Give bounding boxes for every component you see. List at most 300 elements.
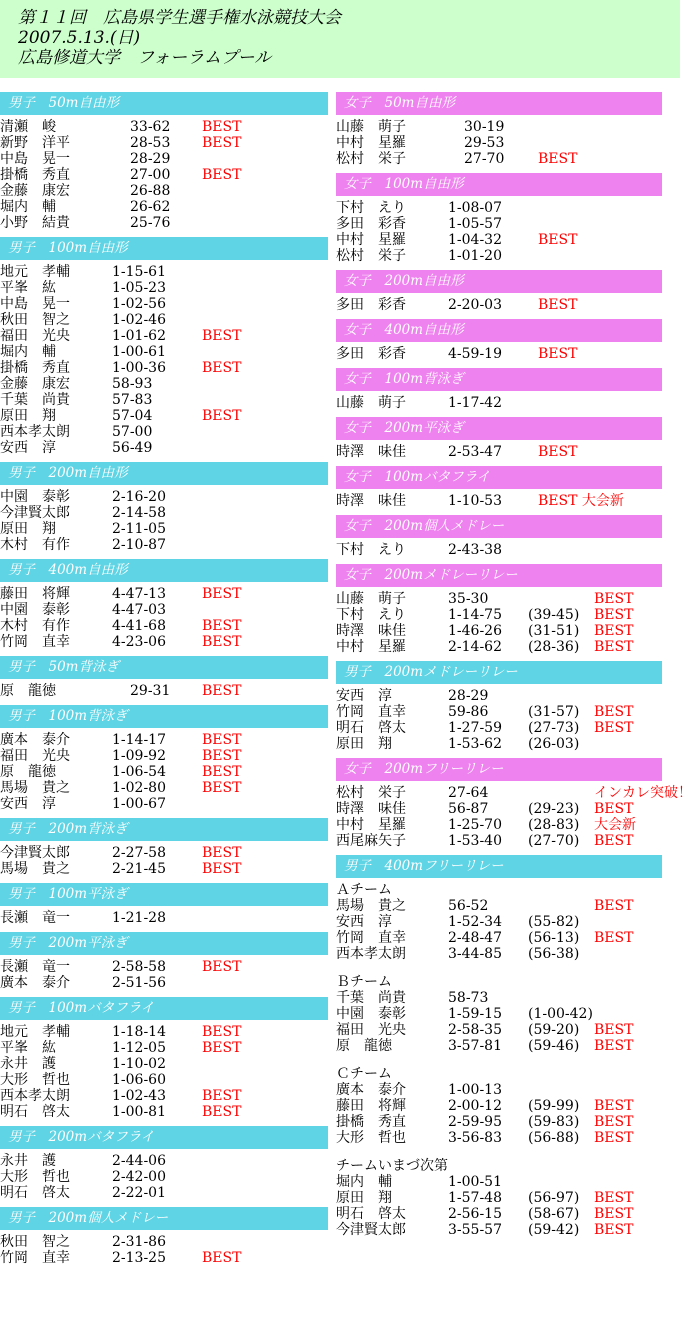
result-list — [336, 440, 662, 466]
result-row — [0, 618, 328, 634]
result-row — [336, 248, 662, 264]
swimmer-name: 長瀬 竜一 — [0, 910, 70, 926]
event-title: 男子 50m自由形 — [0, 92, 328, 115]
event-title: 男子 400m自由形 — [0, 559, 328, 582]
swimmer-name: 馬場 貴之 — [336, 898, 406, 914]
result-time: 26-88 — [130, 183, 171, 199]
swimmer-name: 福田 光央 — [0, 328, 70, 344]
swimmer-name: 明石 啓太 — [0, 1104, 70, 1120]
team-label: チームいまづ次第 — [336, 1158, 448, 1174]
best-badge: BEST — [594, 833, 634, 849]
result-time: 29-53 — [464, 135, 505, 151]
best-badge: BEST — [594, 930, 634, 946]
event-title: 男子 200m背泳ぎ — [0, 818, 328, 841]
swimmer-name: 掛橋 秀直 — [336, 1114, 406, 1130]
result-row — [336, 542, 662, 558]
result-time: 58-93 — [112, 376, 153, 392]
result-row — [336, 639, 662, 655]
swimmer-name: 中島 晃一 — [0, 296, 70, 312]
result-list — [336, 878, 662, 1244]
result-list — [336, 342, 662, 368]
event-title: 男子 400mフリーリレー — [336, 855, 662, 878]
swimmer-name: 長瀬 竜一 — [0, 959, 70, 975]
result-list — [336, 538, 662, 564]
swimmer-name: 下村 えり — [336, 542, 406, 558]
result-time: 1-12-05 — [112, 1040, 166, 1056]
best-badge: BEST — [202, 1104, 242, 1120]
result-time: 27-64 — [448, 785, 489, 801]
result-time: 3-57-81 — [448, 1038, 502, 1054]
swimmer-name: 中村 星羅 — [336, 232, 406, 248]
result-row — [0, 264, 328, 280]
result-time: 1-25-70 — [448, 817, 502, 833]
event-section — [0, 92, 328, 237]
swimmer-name: 小野 結貴 — [0, 215, 70, 231]
split-time: (59-42) — [528, 1222, 580, 1238]
swimmer-name: 掛橋 秀直 — [0, 167, 70, 183]
meet-venue: 広島修道大学 フォーラムプール — [18, 48, 272, 68]
result-time: 2-21-45 — [112, 861, 166, 877]
result-row — [336, 688, 662, 704]
swimmer-name: 堀内 輔 — [0, 199, 56, 215]
event-section — [336, 564, 662, 661]
result-row — [0, 440, 328, 456]
result-row — [336, 817, 662, 833]
swimmer-name: 竹岡 直幸 — [336, 704, 406, 720]
result-time: 1-00-67 — [112, 796, 166, 812]
best-badge: BEST — [594, 801, 634, 817]
result-row — [336, 135, 662, 151]
split-time: (29-23) — [528, 801, 580, 817]
result-row — [0, 1185, 328, 1201]
swimmer-name: 今津賢太郎 — [336, 1222, 406, 1238]
swimmer-name: 廣本 泰介 — [0, 975, 70, 991]
result-time: 1-05-57 — [448, 216, 502, 232]
swimmer-name: 多田 彩香 — [336, 297, 406, 313]
right-column — [336, 92, 692, 1244]
swimmer-name: 馬場 貴之 — [0, 861, 70, 877]
swimmer-name: 安西 淳 — [0, 440, 56, 456]
swimmer-name: 安西 淳 — [0, 796, 56, 812]
result-time: 2-14-62 — [448, 639, 502, 655]
swimmer-name: 大形 哲也 — [0, 1072, 70, 1088]
best-badge: BEST — [594, 623, 634, 639]
best-badge: BEST — [202, 959, 242, 975]
result-row — [336, 736, 662, 752]
result-time: 1-27-59 — [448, 720, 502, 736]
result-row — [336, 297, 662, 313]
split-time: (59-46) — [528, 1038, 580, 1054]
result-time: 1-06-60 — [112, 1072, 166, 1088]
team-label: Ｃチーム — [336, 1066, 392, 1082]
result-time: 1-10-02 — [112, 1056, 166, 1072]
result-row — [0, 1250, 328, 1266]
left-column — [0, 92, 328, 1272]
result-time: 28-29 — [130, 151, 171, 167]
best-badge: BEST — [202, 780, 242, 796]
event-section — [0, 559, 328, 656]
result-row — [0, 408, 328, 424]
swimmer-name: 掛橋 秀直 — [0, 360, 70, 376]
event-section — [336, 92, 662, 173]
best-badge: BEST — [202, 1024, 242, 1040]
event-title: 女子 400m自由形 — [336, 319, 662, 342]
event-title: 女子 100mバタフライ — [336, 466, 662, 489]
result-row — [336, 444, 662, 460]
result-time: 27-70 — [464, 151, 505, 167]
result-row — [0, 959, 328, 975]
best-badge: BEST — [594, 704, 634, 720]
split-time: (28-83) — [528, 817, 580, 833]
result-row — [0, 199, 328, 215]
result-row — [0, 151, 328, 167]
result-time: 57-83 — [112, 392, 153, 408]
swimmer-name: 竹岡 直幸 — [0, 1250, 70, 1266]
result-row — [0, 215, 328, 231]
best-badge: BEST — [594, 1206, 634, 1222]
team-spacer — [336, 1054, 662, 1066]
result-time: 1-46-26 — [448, 623, 502, 639]
swimmer-name: 千葉 尚貴 — [0, 392, 70, 408]
meet-date: 2007.5.13.(日) — [18, 28, 141, 48]
result-time: 4-23-06 — [112, 634, 166, 650]
result-row — [0, 586, 328, 602]
result-time: 1-09-92 — [112, 748, 166, 764]
result-row — [0, 1072, 328, 1088]
swimmer-name: 廣本 泰介 — [0, 732, 70, 748]
result-time: 2-58-35 — [448, 1022, 502, 1038]
result-row — [0, 634, 328, 650]
result-time: 56-49 — [112, 440, 153, 456]
swimmer-name: 木村 有作 — [0, 537, 70, 553]
result-row — [336, 833, 662, 849]
best-badge: インカレ突破！ — [594, 785, 692, 801]
result-row — [336, 801, 662, 817]
swimmer-name: 地元 孝輔 — [0, 1024, 70, 1040]
result-row — [0, 764, 328, 780]
swimmer-name: 明石 啓太 — [336, 720, 406, 736]
result-row — [336, 1190, 662, 1206]
best-badge: BEST — [202, 135, 242, 151]
result-row — [0, 683, 328, 699]
result-time: 2-48-47 — [448, 930, 502, 946]
result-list — [0, 841, 328, 883]
result-row — [336, 151, 662, 167]
result-time: 26-62 — [130, 199, 171, 215]
swimmer-name: 原 龍徳 — [0, 683, 56, 699]
swimmer-name: 廣本 泰介 — [336, 1082, 406, 1098]
result-time: 4-59-19 — [448, 346, 502, 362]
event-section — [0, 997, 328, 1126]
result-time: 1-04-32 — [448, 232, 502, 248]
result-row — [336, 914, 662, 930]
swimmer-name: 中村 星羅 — [336, 817, 406, 833]
swimmer-name: 多田 彩香 — [336, 216, 406, 232]
result-list — [0, 1149, 328, 1207]
result-list — [0, 906, 328, 932]
result-row — [0, 328, 328, 344]
result-time: 2-10-87 — [112, 537, 166, 553]
best-badge: BEST — [202, 683, 242, 699]
result-row — [0, 861, 328, 877]
result-row — [336, 493, 662, 509]
result-time: 1-02-56 — [112, 296, 166, 312]
swimmer-name: 西本孝太朗 — [0, 424, 70, 440]
swimmer-name: 安西 淳 — [336, 914, 392, 930]
swimmer-name: 永井 護 — [0, 1153, 56, 1169]
swimmer-name: 時澤 味佳 — [336, 493, 406, 509]
swimmer-name: 原 龍徳 — [336, 1038, 392, 1054]
result-list — [0, 582, 328, 656]
event-title: 女子 200mフリーリレー — [336, 758, 662, 781]
swimmer-name: 多田 彩香 — [336, 346, 406, 362]
result-row — [0, 537, 328, 553]
swimmer-name: 時澤 味佳 — [336, 444, 406, 460]
result-list — [0, 260, 328, 462]
best-badge: BEST — [202, 586, 242, 602]
result-time: 27-00 — [130, 167, 171, 183]
swimmer-name: 木村 有作 — [0, 618, 70, 634]
result-time: 2-42-00 — [112, 1169, 166, 1185]
swimmer-name: 大形 哲也 — [336, 1130, 406, 1146]
swimmer-name: 中村 星羅 — [336, 639, 406, 655]
result-list — [0, 115, 328, 237]
result-time: 1-01-62 — [112, 328, 166, 344]
result-time: 1-05-23 — [112, 280, 166, 296]
swimmer-name: 福田 光央 — [0, 748, 70, 764]
result-row — [0, 183, 328, 199]
result-row — [336, 623, 662, 639]
result-row — [336, 1114, 662, 1130]
best-badge: BEST — [594, 1098, 634, 1114]
result-time: 2-43-38 — [448, 542, 502, 558]
event-section — [336, 173, 662, 270]
split-time: (27-73) — [528, 720, 580, 736]
result-time: 28-29 — [448, 688, 489, 704]
event-section — [0, 705, 328, 818]
result-row — [336, 1082, 662, 1098]
result-list — [0, 1020, 328, 1126]
best-badge: BEST — [202, 764, 242, 780]
result-row — [0, 167, 328, 183]
best-badge: BEST — [594, 1022, 634, 1038]
result-time: 1-15-61 — [112, 264, 166, 280]
event-section — [336, 417, 662, 466]
event-section — [336, 661, 662, 758]
best-badge: BEST — [538, 297, 578, 313]
result-list — [336, 115, 662, 173]
result-time: 57-00 — [112, 424, 153, 440]
result-row — [0, 119, 328, 135]
result-time: 1-18-14 — [112, 1024, 166, 1040]
best-badge: BEST — [538, 232, 578, 248]
result-row — [0, 1234, 328, 1250]
swimmer-name: 時澤 味佳 — [336, 623, 406, 639]
result-row — [336, 1022, 662, 1038]
swimmer-name: 原田 翔 — [0, 408, 56, 424]
swimmer-name: 明石 啓太 — [336, 1206, 406, 1222]
swimmer-name: 千葉 尚貴 — [336, 990, 406, 1006]
result-time: 1-53-62 — [448, 736, 502, 752]
result-row — [0, 1153, 328, 1169]
result-row — [0, 780, 328, 796]
event-title: 男子 200m自由形 — [0, 462, 328, 485]
best-badge: BEST — [202, 360, 242, 376]
result-row — [0, 1040, 328, 1056]
result-time: 2-14-58 — [112, 505, 166, 521]
result-time: 1-08-07 — [448, 200, 502, 216]
result-row — [336, 591, 662, 607]
result-row — [336, 946, 662, 962]
best-badge: BEST — [594, 1222, 634, 1238]
result-time: 2-20-03 — [448, 297, 502, 313]
result-list — [0, 728, 328, 818]
best-badge: BEST — [202, 618, 242, 634]
result-time: 2-27-58 — [112, 845, 166, 861]
result-time: 4-47-13 — [112, 586, 166, 602]
result-time: 1-59-15 — [448, 1006, 502, 1022]
swimmer-name: 中村 星羅 — [336, 135, 406, 151]
event-section — [0, 656, 328, 705]
result-row — [336, 1038, 662, 1054]
event-title: 男子 100m背泳ぎ — [0, 705, 328, 728]
result-time: 1-00-13 — [448, 1082, 502, 1098]
best-badge: BEST — [202, 861, 242, 877]
best-badge: BEST — [594, 1114, 634, 1130]
swimmer-name: 時澤 味佳 — [336, 801, 406, 817]
result-row — [336, 1174, 662, 1190]
event-section — [0, 818, 328, 883]
result-row — [336, 990, 662, 1006]
event-section — [336, 855, 662, 1244]
result-row — [336, 1206, 662, 1222]
swimmer-name: 松村 栄子 — [336, 248, 406, 264]
result-time: 1-02-43 — [112, 1088, 166, 1104]
split-time: (56-13) — [528, 930, 580, 946]
split-time: (59-99) — [528, 1098, 580, 1114]
swimmer-name: 平峯 紘 — [0, 280, 56, 296]
result-time: 2-13-25 — [112, 1250, 166, 1266]
split-time: (58-67) — [528, 1206, 580, 1222]
result-time: 57-04 — [112, 408, 153, 424]
result-time: 25-76 — [130, 215, 171, 231]
split-time: (59-20) — [528, 1022, 580, 1038]
split-time: (31-51) — [528, 623, 580, 639]
swimmer-name: 中園 泰彰 — [336, 1006, 406, 1022]
swimmer-name: 平峯 紘 — [0, 1040, 56, 1056]
event-title: 男子 100m平泳ぎ — [0, 883, 328, 906]
best-badge: BEST — [594, 1038, 634, 1054]
meet-title: 第１１回 広島県学生選手権水泳競技大会 — [18, 8, 341, 28]
swimmer-name: 安西 淳 — [336, 688, 392, 704]
swimmer-name: 山藤 萌子 — [336, 119, 406, 135]
swimmer-name: 竹岡 直幸 — [0, 634, 70, 650]
swimmer-name: 西本孝太朗 — [0, 1088, 70, 1104]
result-time: 1-00-36 — [112, 360, 166, 376]
event-title: 女子 100m自由形 — [336, 173, 662, 196]
split-time: (39-45) — [528, 607, 580, 623]
best-badge: BEST — [202, 167, 242, 183]
best-badge: BEST — [202, 845, 242, 861]
result-row — [336, 216, 662, 232]
best-badge: BEST — [594, 1190, 634, 1206]
best-badge: BEST — [202, 634, 242, 650]
result-time: 56-87 — [448, 801, 489, 817]
result-list — [336, 293, 662, 319]
swimmer-name: 原田 翔 — [336, 1190, 392, 1206]
result-time: 2-58-58 — [112, 959, 166, 975]
result-time: 1-10-53 — [448, 493, 502, 509]
swimmer-name: 永井 護 — [0, 1056, 56, 1072]
result-list — [0, 1230, 328, 1272]
swimmer-name: 中園 泰彰 — [0, 602, 70, 618]
swimmer-name: 秋田 智之 — [0, 312, 70, 328]
event-title: 女子 200mメドレーリレー — [336, 564, 662, 587]
result-list — [336, 489, 662, 515]
best-badge: BEST — [202, 1040, 242, 1056]
event-section — [0, 883, 328, 932]
result-row — [336, 930, 662, 946]
swimmer-name: 竹岡 直幸 — [336, 930, 406, 946]
split-time: (56-38) — [528, 946, 580, 962]
result-row — [0, 975, 328, 991]
result-time: 2-59-95 — [448, 1114, 502, 1130]
event-section — [0, 237, 328, 462]
best-badge: BEST — [202, 119, 242, 135]
swimmer-name: 福田 光央 — [336, 1022, 406, 1038]
swimmer-name: 清瀬 峻 — [0, 119, 56, 135]
result-row — [0, 1088, 328, 1104]
result-row — [0, 796, 328, 812]
best-badge: BEST — [538, 151, 578, 167]
event-section — [0, 462, 328, 559]
result-row — [0, 296, 328, 312]
split-time: (56-88) — [528, 1130, 580, 1146]
swimmer-name: 大形 哲也 — [0, 1169, 70, 1185]
result-time: 35-30 — [448, 591, 489, 607]
result-time: 2-22-01 — [112, 1185, 166, 1201]
event-title: 男子 200m個人メドレー — [0, 1207, 328, 1230]
result-row — [0, 602, 328, 618]
best-badge: BEST — [594, 591, 634, 607]
event-section — [336, 515, 662, 564]
result-time: 28-53 — [130, 135, 171, 151]
swimmer-name: 西尾麻矢子 — [336, 833, 406, 849]
event-section — [0, 1126, 328, 1207]
split-time: (1-00-42) — [528, 1006, 593, 1022]
swimmer-name: 原田 翔 — [0, 521, 56, 537]
swimmer-name: 中園 泰彰 — [0, 489, 70, 505]
result-row — [336, 395, 662, 411]
swimmer-name: 秋田 智之 — [0, 1234, 70, 1250]
swimmer-name: 松村 栄子 — [336, 151, 406, 167]
result-time: 2-44-06 — [112, 1153, 166, 1169]
result-time: 33-62 — [130, 119, 171, 135]
result-time: 30-19 — [464, 119, 505, 135]
event-title: 女子 50m自由形 — [336, 92, 662, 115]
best-badge: BEST — [202, 408, 242, 424]
event-section — [336, 758, 692, 855]
result-time: 3-56-83 — [448, 1130, 502, 1146]
event-title: 男子 200m平泳ぎ — [0, 932, 328, 955]
best-badge: BEST — [538, 444, 578, 460]
result-time: 56-52 — [448, 898, 489, 914]
best-badge: BEST — [202, 732, 242, 748]
swimmer-name: 西本孝太朗 — [336, 946, 406, 962]
swimmer-name: 金藤 康宏 — [0, 376, 70, 392]
swimmer-name: 明石 啓太 — [0, 1185, 70, 1201]
swimmer-name: 原 龍徳 — [0, 764, 56, 780]
